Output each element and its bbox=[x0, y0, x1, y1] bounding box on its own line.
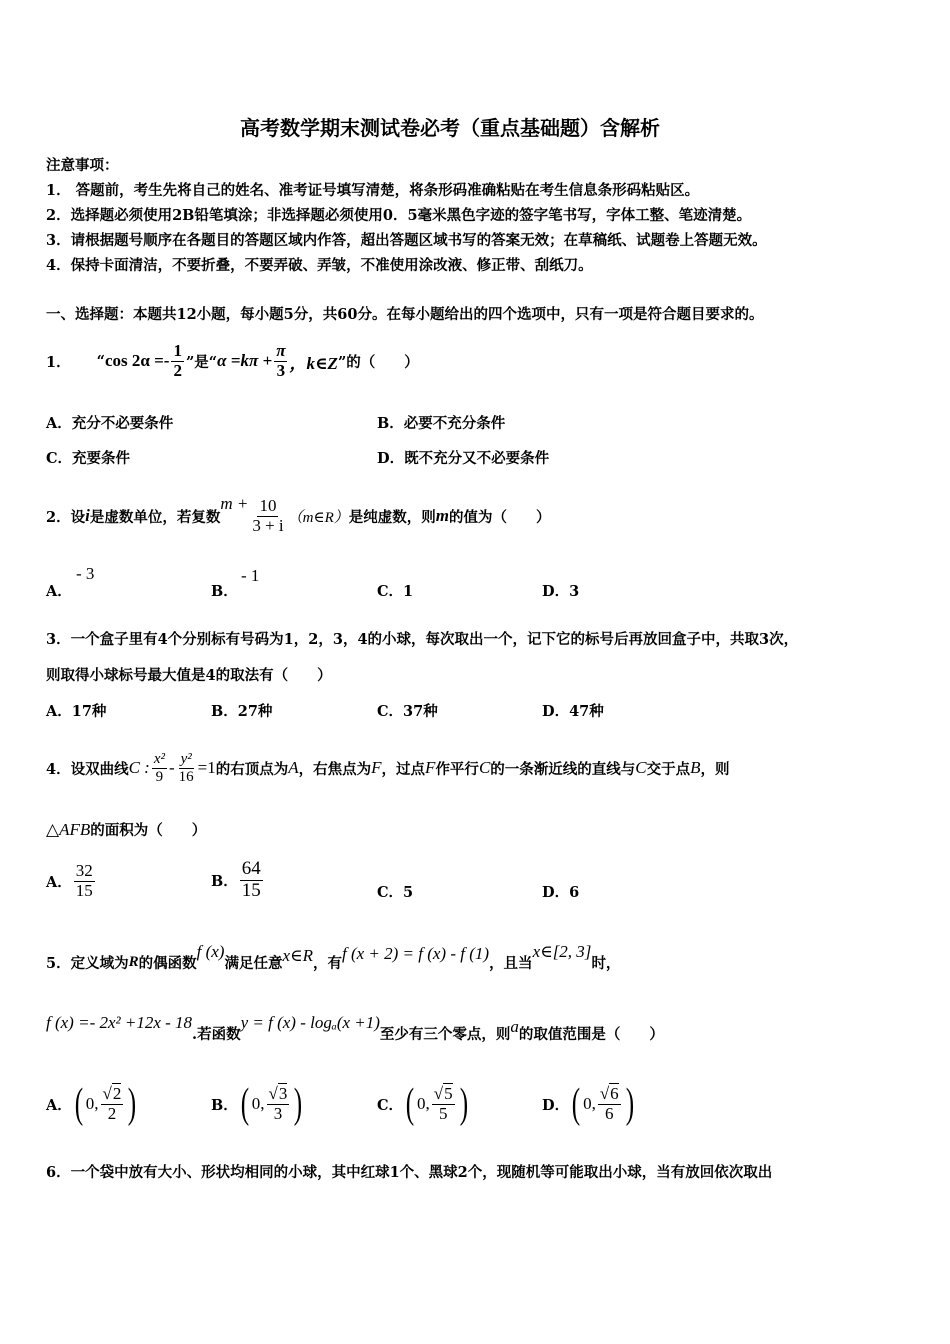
q2-option-a-value: - 3 bbox=[76, 564, 95, 583]
notice-item-2: 2．选择题必须使用2B铅笔填涂；非选择题必须使用0．5毫米黑色字迹的签字笔书写，字体工整、笔迹清楚。 bbox=[46, 207, 752, 224]
notice-item-1: 1． 答题前，考生先将自己的姓名、准考证号填写清楚，将条形码准确粘贴在考生信息条形码粘贴区。 bbox=[46, 182, 700, 199]
q3-line-2: 则取得小球标号最大值是4的取法有（ ） bbox=[46, 667, 332, 684]
question-4: 4．设双曲线 C : $\frac{\text{x²}}{9}$ - $\frac{\text{y²}}{16}$ =1 的右顶点为 A ，右焦点为 F ，过点 F 作平行 C 的一条渐近线的直线与 C 交于点 B ，则 bbox=[46, 751, 730, 785]
q5-option-d: D． ( 0, $\frac{√6}{6}$ ) bbox=[542, 1081, 634, 1127]
q2-option-c: C．1 bbox=[377, 583, 414, 600]
q2-complex-expr: m + bbox=[220, 494, 249, 513]
section-heading: 一、选择题：本题共12小题，每小题5分，共60分。在每小题给出的四个选项中，只有一项是符合题目要求的。 bbox=[46, 306, 764, 323]
q4-option-c: C．5 bbox=[377, 884, 414, 901]
question-5: 5．定义域为 R 的偶函数 f (x) 满足任意 x∈R ，有 f (x + 2) = f (x) - f (1) ，且当 x∈[2, 3] 时， bbox=[46, 942, 621, 972]
q5-option-c: C． ( 0, $\frac{√5}{5}$ ) bbox=[377, 1081, 468, 1127]
q1-fraction-pi: $\frac{\pi}{3}$ bbox=[276, 340, 286, 380]
question-1: 1． “ cos 2α =- $\frac{1}{2}$ ”是“ α =kπ + $\frac{\pi}{3}$ ，k∈Z ”的（ ） bbox=[46, 340, 419, 380]
q2-option-a-label: A． bbox=[46, 583, 72, 600]
page-title: 高考数学期末测试卷必考（重点基础题）含解析 bbox=[240, 116, 660, 140]
q2-option-d: D．3 bbox=[542, 583, 580, 600]
q5-option-a: A． ( 0, $\frac{√2}{2}$ ) bbox=[46, 1081, 137, 1127]
q2-option-b-label: B． bbox=[211, 583, 238, 600]
q1-fraction-half: $\frac{1}{2}$ bbox=[173, 340, 182, 380]
q5-option-b: B． ( 0, $\frac{√3}{3}$ ) bbox=[211, 1081, 303, 1127]
q4-option-d: D．6 bbox=[542, 884, 580, 901]
notice-item-4: 4．保持卡面清洁，不要折叠，不要弄破、弄皱，不准使用涂改液、修正带、刮纸刀。 bbox=[46, 257, 593, 274]
notice-heading: 注意事项： bbox=[46, 157, 119, 174]
q1-option-c: C．充要条件 bbox=[46, 450, 131, 467]
q3-option-c: C．37种 bbox=[377, 703, 438, 720]
notice-item-3: 3．请根据题号顺序在各题目的答题区域内作答，超出答题区域书写的答案无效；在草稿纸、试题卷上答题无效。 bbox=[46, 232, 767, 249]
q4-line-2: △AFB 的面积为（ ） bbox=[46, 819, 207, 839]
question-2: 2．设 i 是虚数单位，若复数 m + $\frac{10}{3 + i}$ （m∈R） 是纯虚数，则 m 的值为（ ） bbox=[46, 494, 551, 535]
q4-option-a: A． $\frac{32}{15}$ bbox=[46, 860, 93, 900]
q1-option-b: B．必要不充分条件 bbox=[377, 415, 506, 432]
q1-option-a: A．充分不必要条件 bbox=[46, 415, 174, 432]
q2-fraction: $\frac{10}{3 + i}$ bbox=[252, 495, 284, 535]
q6-line-1: 6．一个袋中放有大小、形状均相同的小球，其中红球1个、黑球2个，现随机等可能取出小球，当有放回依次取出 bbox=[46, 1164, 773, 1181]
q3-line-1: 3．一个盒子里有4个分别标有号码为1，2，3，4的小球，每次取出一个，记下它的标号后再放回盒子中，共取3次， bbox=[46, 631, 799, 648]
q1-alpha-expr: α =kπ + bbox=[217, 351, 273, 370]
q3-option-b: B．27种 bbox=[211, 703, 273, 720]
q1-option-d: D．既不充分又不必要条件 bbox=[377, 450, 550, 467]
q2-option-b-value: - 1 bbox=[241, 566, 260, 585]
q5-line-2: f (x) =- 2x² +12x - 18 .若函数 y = f (x) - logₐ(x +1) 至少有三个零点，则 a 的取值范围是（ ） bbox=[46, 1013, 664, 1043]
q1-cos-expr: cos 2α =- bbox=[104, 351, 170, 370]
q3-option-d: D．47种 bbox=[542, 703, 604, 720]
q4-option-b: B． $\frac{64}{15}$ bbox=[211, 857, 261, 901]
q4-triangle: △AFB bbox=[46, 819, 91, 839]
q3-option-a: A．17种 bbox=[46, 703, 107, 720]
q1-number: 1． bbox=[46, 353, 71, 371]
